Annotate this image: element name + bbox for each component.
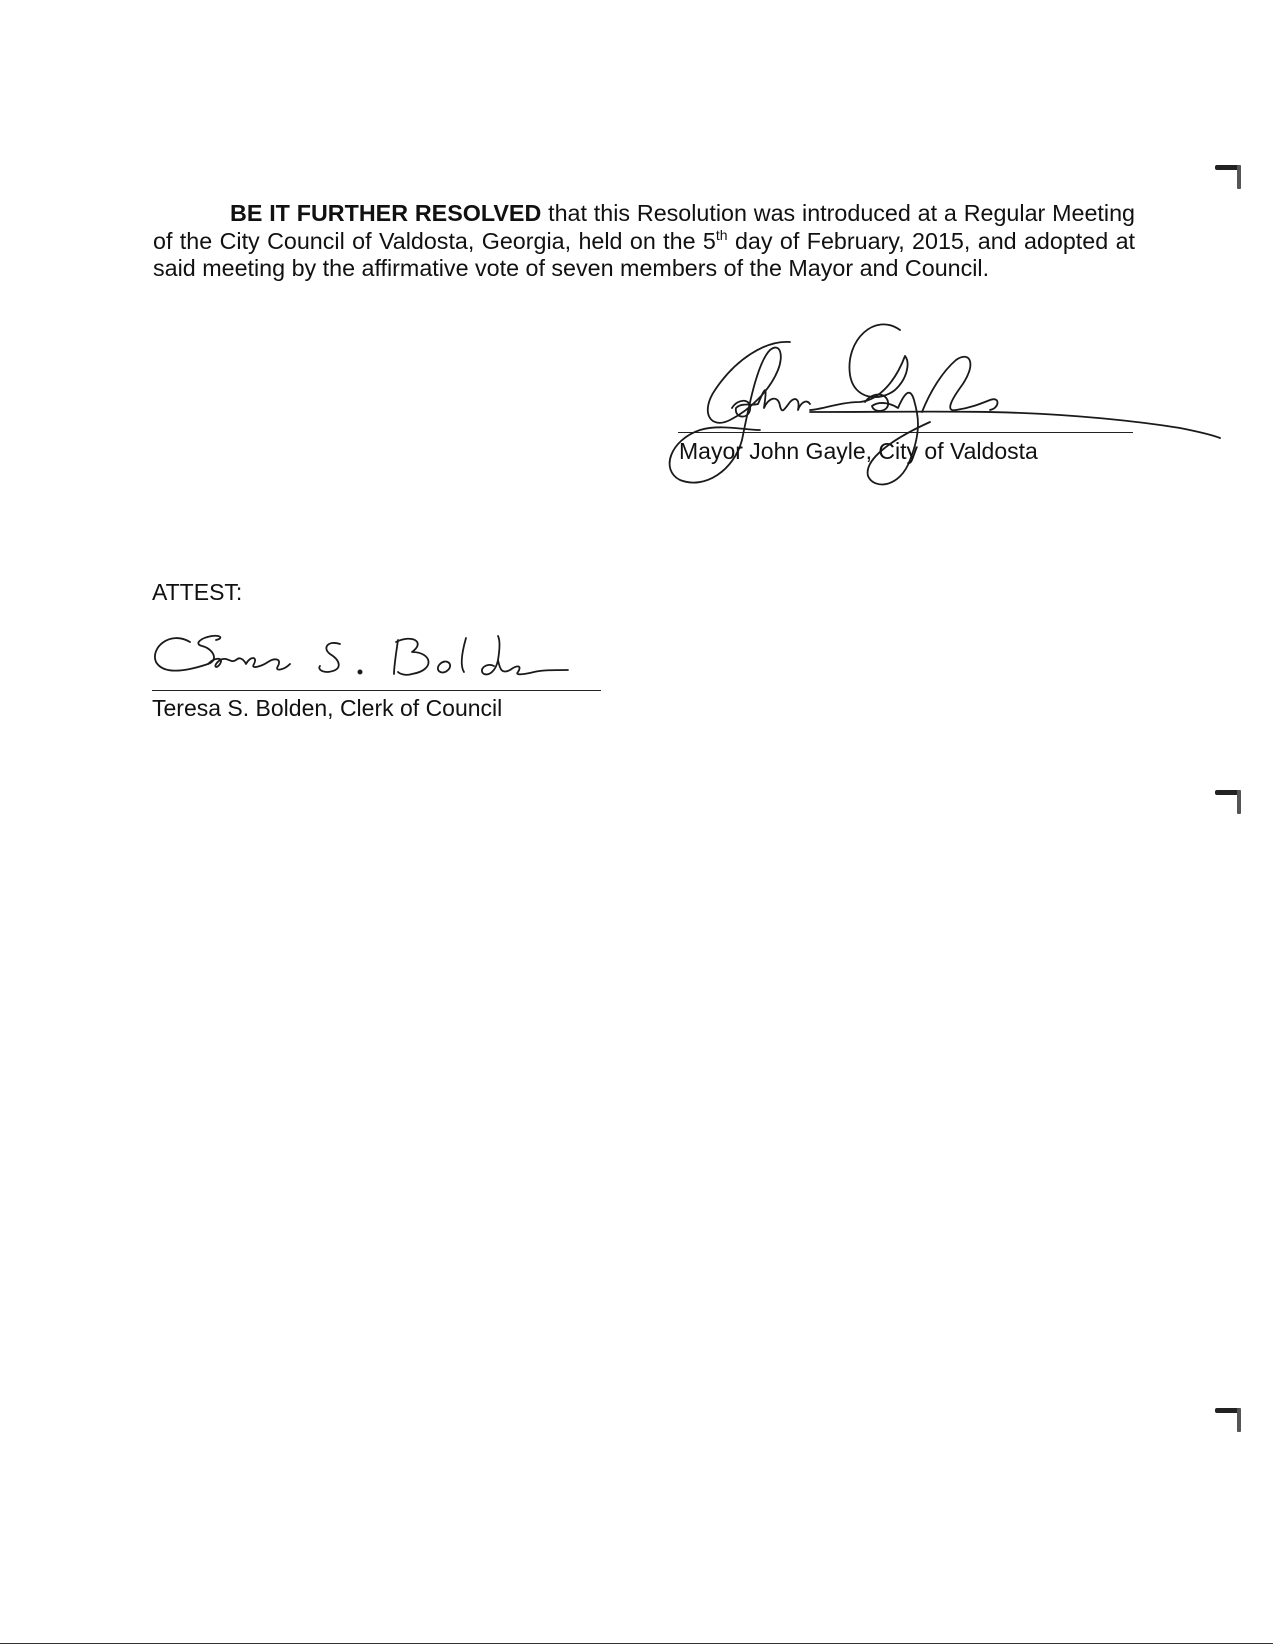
binder-hole-mark bbox=[1215, 790, 1241, 795]
mayor-signature-label: Mayor John Gayle, City of Valdosta bbox=[679, 438, 1038, 464]
resolution-text-part1: that this Resolution was introduced at a Regular Meeting of the City Council of Valdosta, Georgia, held on the 5 bbox=[153, 200, 1135, 254]
attest-label: ATTEST: bbox=[152, 579, 243, 605]
binder-hole-mark bbox=[1215, 1408, 1241, 1413]
resolution-ordinal-superscript: th bbox=[715, 226, 728, 243]
resolution-lead-bold: BE IT FURTHER RESOLVED bbox=[230, 200, 542, 227]
binder-hole-mark bbox=[1215, 165, 1241, 170]
mayor-handwritten-signature bbox=[660, 320, 1220, 510]
clerk-signature-label: Teresa S. Bolden, Clerk of Council bbox=[152, 695, 503, 721]
clerk-handwritten-signature bbox=[150, 630, 570, 686]
resolution-paragraph bbox=[153, 200, 1135, 283]
resolution-text-part2: day of February, 2015, and adopted at said meeting by the affirmative vote of seven members of the Mayor and Council. bbox=[153, 227, 1135, 282]
clerk-signature-line bbox=[152, 690, 601, 691]
page-bottom-rule bbox=[0, 1643, 1273, 1644]
